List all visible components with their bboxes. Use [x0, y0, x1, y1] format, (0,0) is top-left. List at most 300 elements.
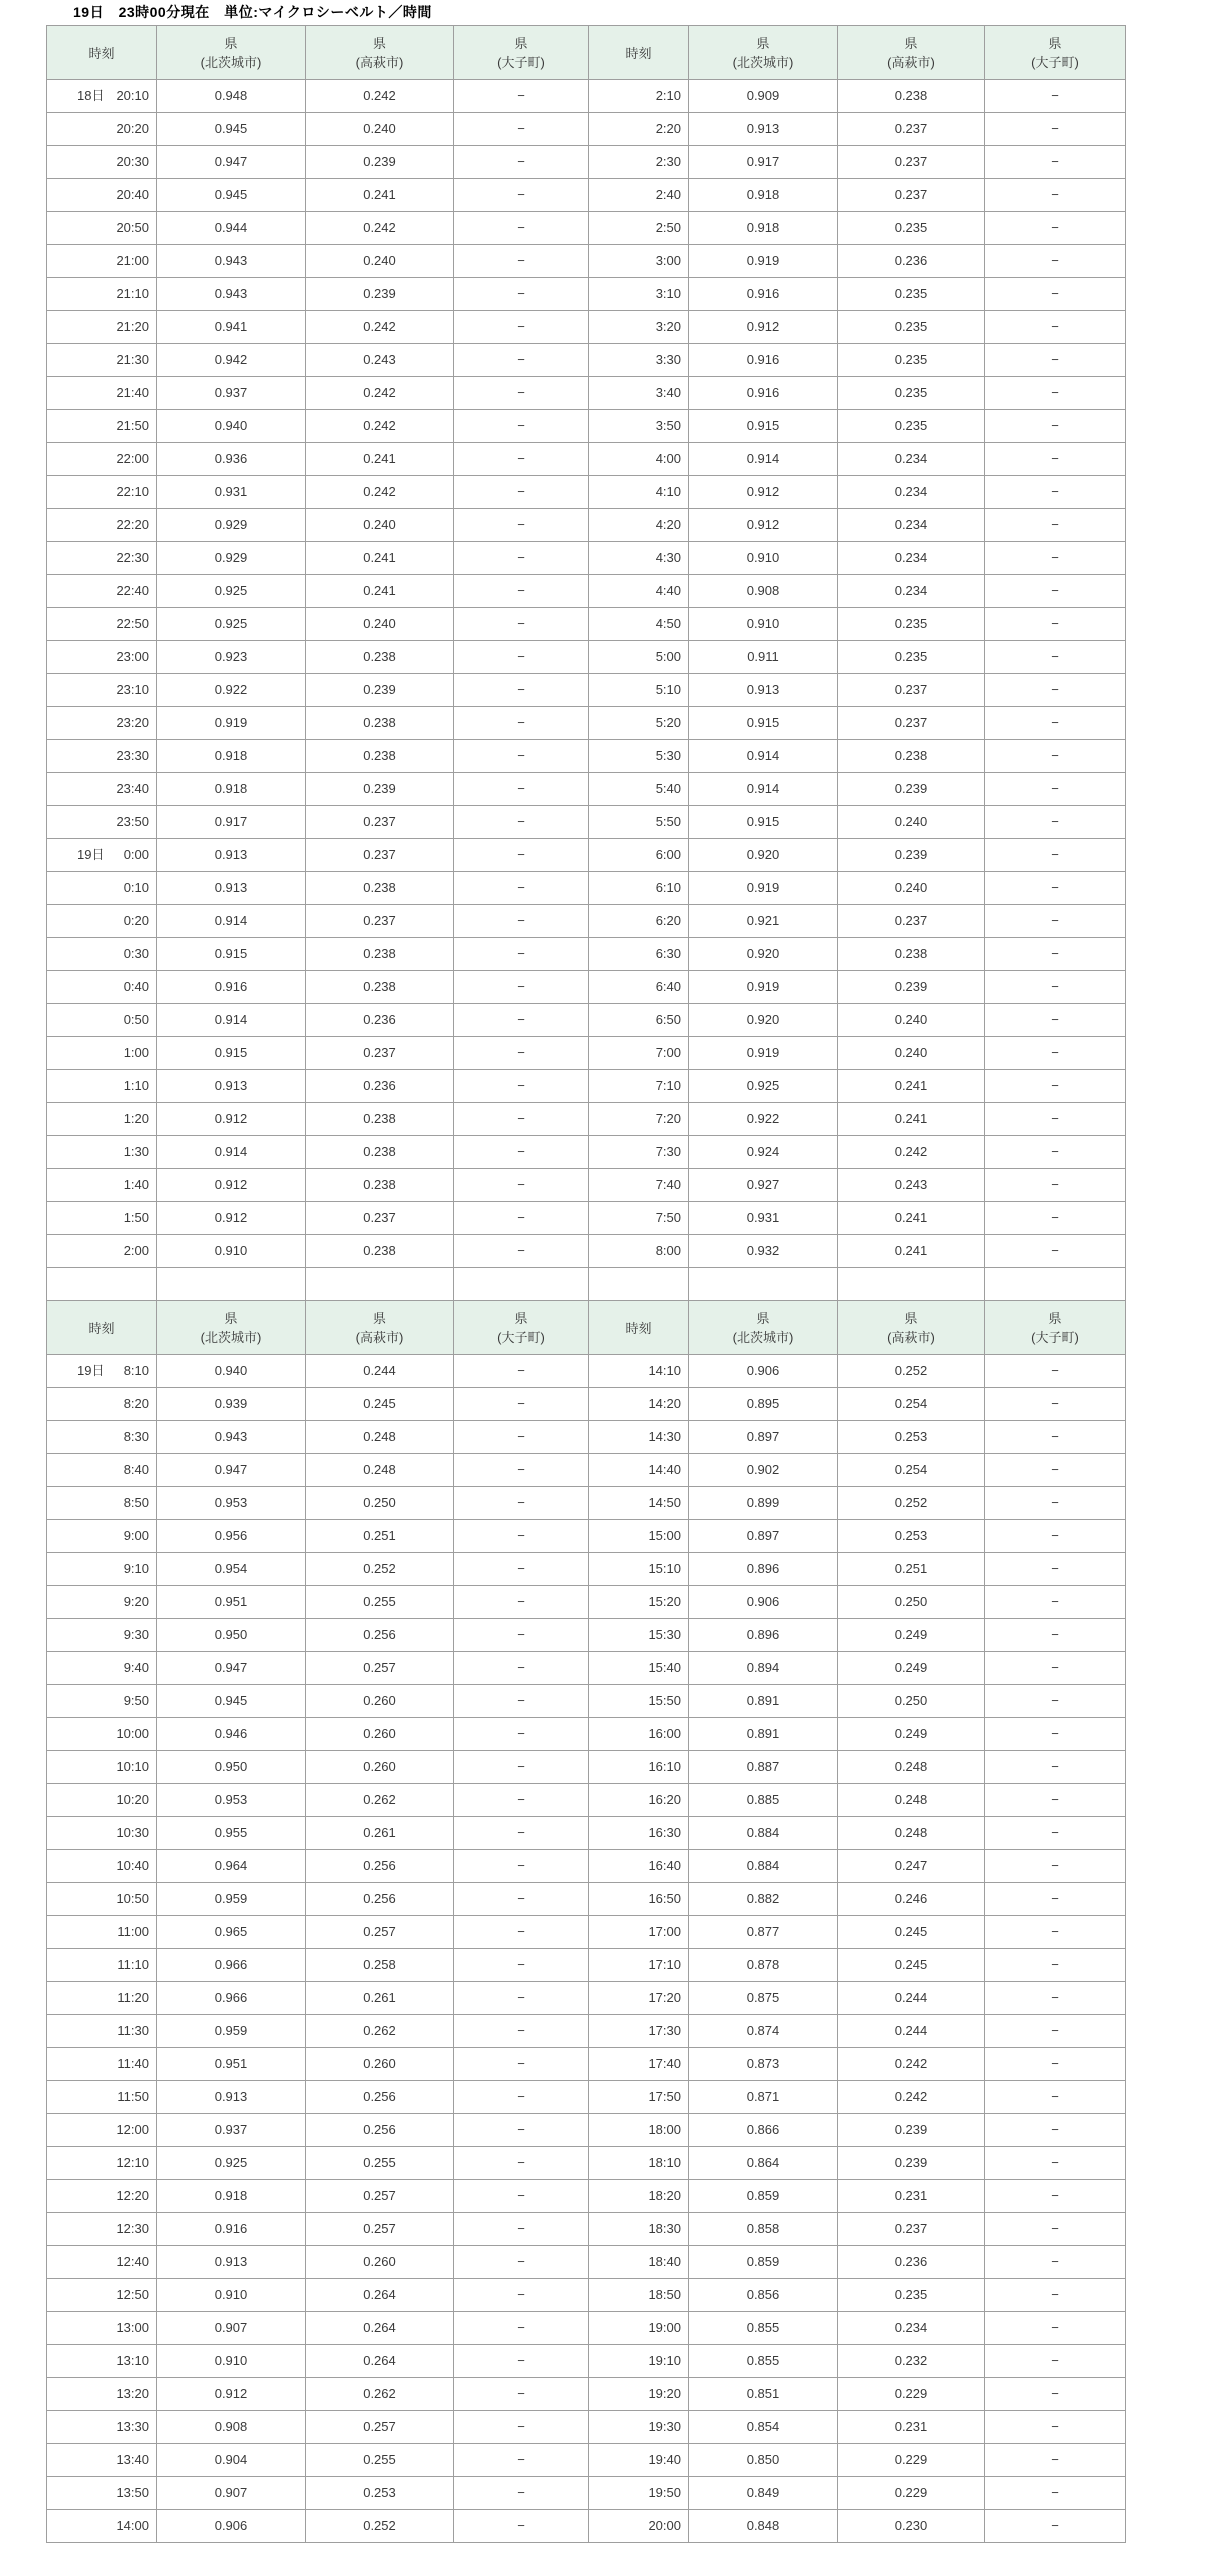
data-row [47, 806, 1126, 839]
column-header-station [157, 1301, 306, 1355]
time-label: 20:40 [116, 187, 149, 202]
no-data-cell: − [985, 1070, 1126, 1103]
data-row [47, 1718, 1126, 1751]
dose-value-cell: 0.848 [689, 2510, 838, 2543]
time-label: 16:30 [648, 1825, 681, 1840]
no-data-cell: − [985, 179, 1126, 212]
column-header-time: 時刻 [47, 1301, 157, 1355]
dose-value-cell: 0.914 [689, 740, 838, 773]
dose-value-cell: 0.871 [689, 2081, 838, 2114]
time-label: 3:10 [655, 286, 681, 301]
time-cell [47, 344, 157, 377]
dose-value-cell: 0.234 [838, 476, 985, 509]
dose-value-cell: 0.925 [157, 608, 306, 641]
time-label: 2:20 [655, 121, 681, 136]
dose-value-cell: 0.945 [157, 179, 306, 212]
time-cell [589, 2213, 689, 2246]
time-cell [589, 1388, 689, 1421]
time-label: 5:20 [655, 715, 681, 730]
time-label: 6:10 [655, 880, 681, 895]
time-label: 6:50 [655, 1012, 681, 1027]
time-label: 7:30 [655, 1144, 681, 1159]
dose-value-cell: 0.911 [689, 641, 838, 674]
dose-value-cell: 0.257 [306, 2213, 454, 2246]
dose-value-cell: 0.264 [306, 2279, 454, 2312]
data-row [47, 1355, 1126, 1388]
time-label: 13:00 [116, 2320, 149, 2335]
time-cell [47, 740, 157, 773]
dose-value-cell: 0.916 [157, 2213, 306, 2246]
time-label: 8:50 [123, 1495, 149, 1510]
dose-value-cell: 0.940 [157, 410, 306, 443]
dose-value-cell: 0.253 [838, 1520, 985, 1553]
dose-value-cell: 0.258 [306, 1949, 454, 1982]
dose-value-cell: 0.237 [306, 806, 454, 839]
time-cell [589, 1037, 689, 1070]
no-data-cell: − [985, 2180, 1126, 2213]
time-cell [47, 641, 157, 674]
time-label: 12:30 [116, 2221, 149, 2236]
time-label: 20:30 [116, 154, 149, 169]
time-cell [47, 2147, 157, 2180]
dose-value-cell: 0.912 [157, 1103, 306, 1136]
time-cell [47, 1487, 157, 1520]
dose-value-cell: 0.242 [306, 377, 454, 410]
no-data-cell: − [985, 146, 1126, 179]
data-row [47, 1202, 1126, 1235]
dose-value-cell: 0.919 [689, 245, 838, 278]
no-data-cell: − [985, 1685, 1126, 1718]
time-label: 1:40 [123, 1177, 149, 1192]
time-cell [589, 509, 689, 542]
time-label: 15:10 [648, 1561, 681, 1576]
time-label: 12:20 [116, 2188, 149, 2203]
dose-value-cell: 0.943 [157, 245, 306, 278]
no-data-cell: − [985, 1850, 1126, 1883]
dose-value-cell: 0.242 [306, 80, 454, 113]
station-location-label: (大子町) [1031, 54, 1079, 70]
time-cell [589, 311, 689, 344]
dose-value-cell: 0.242 [838, 1136, 985, 1169]
no-data-cell: − [985, 1520, 1126, 1553]
time-label: 8:20 [123, 1396, 149, 1411]
no-data-cell: − [454, 1169, 589, 1202]
time-cell [589, 2477, 689, 2510]
column-header-station [157, 26, 306, 80]
no-data-cell: − [454, 146, 589, 179]
time-cell [47, 410, 157, 443]
dose-value-cell: 0.238 [306, 1103, 454, 1136]
time-cell [589, 1751, 689, 1784]
time-label: 11:30 [117, 2023, 149, 2038]
column-header-station [689, 26, 838, 80]
time-cell [47, 1004, 157, 1037]
time-cell [47, 1103, 157, 1136]
no-data-cell: − [454, 1586, 589, 1619]
data-row [47, 2180, 1126, 2213]
dose-value-cell: 0.912 [689, 509, 838, 542]
no-data-cell: − [985, 2147, 1126, 2180]
dose-value-cell: 0.939 [157, 1388, 306, 1421]
dose-value-cell: 0.912 [157, 1202, 306, 1235]
dose-value-cell: 0.247 [838, 1850, 985, 1883]
time-cell [589, 971, 689, 1004]
radiation-dose-table-day [46, 1300, 1126, 2543]
data-row [47, 2411, 1126, 2444]
time-label: 16:50 [648, 1891, 681, 1906]
dose-value-cell: 0.906 [689, 1586, 838, 1619]
time-cell [47, 1037, 157, 1070]
data-row [47, 1751, 1126, 1784]
dose-value-cell: 0.920 [689, 839, 838, 872]
dose-value-cell: 0.240 [838, 806, 985, 839]
time-label: 19:10 [648, 2353, 681, 2368]
data-row [47, 377, 1126, 410]
time-label: 18:40 [648, 2254, 681, 2269]
dose-value-cell: 0.916 [689, 278, 838, 311]
column-header-station [985, 1301, 1126, 1355]
data-row [47, 2477, 1126, 2510]
no-data-cell: − [985, 872, 1126, 905]
no-data-cell: − [454, 773, 589, 806]
no-data-cell: − [985, 542, 1126, 575]
dose-value-cell: 0.239 [838, 839, 985, 872]
time-label: 18:10 [648, 2155, 681, 2170]
dose-value-cell: 0.250 [838, 1586, 985, 1619]
time-label: 5:40 [655, 781, 681, 796]
time-cell [47, 509, 157, 542]
dose-value-cell: 0.236 [838, 2246, 985, 2279]
dose-value-cell: 0.943 [157, 278, 306, 311]
empty-cell [454, 1268, 589, 1301]
time-cell [47, 2015, 157, 2048]
column-header-station [985, 26, 1126, 80]
dose-value-cell: 0.877 [689, 1916, 838, 1949]
time-label: 0:40 [123, 979, 149, 994]
dose-value-cell: 0.238 [306, 938, 454, 971]
time-label: 19:00 [648, 2320, 681, 2335]
data-row [47, 1136, 1126, 1169]
dose-value-cell: 0.904 [157, 2444, 306, 2477]
dose-value-cell: 0.243 [306, 344, 454, 377]
time-label: 8:40 [123, 1462, 149, 1477]
time-cell [589, 1685, 689, 1718]
data-row [47, 641, 1126, 674]
no-data-cell: − [454, 542, 589, 575]
time-cell [589, 1004, 689, 1037]
no-data-cell: − [985, 1037, 1126, 1070]
dose-value-cell: 0.910 [689, 608, 838, 641]
dose-value-cell: 0.238 [838, 80, 985, 113]
time-label: 13:50 [116, 2485, 149, 2500]
no-data-cell: − [985, 2345, 1126, 2378]
time-label: 15:30 [648, 1627, 681, 1642]
dose-value-cell: 0.256 [306, 2114, 454, 2147]
no-data-cell: − [454, 608, 589, 641]
time-label: 22:40 [116, 583, 149, 598]
time-label: 22:00 [116, 451, 149, 466]
dose-value-cell: 0.242 [838, 2048, 985, 2081]
dose-value-cell: 0.918 [689, 212, 838, 245]
dose-value-cell: 0.950 [157, 1619, 306, 1652]
dose-value-cell: 0.237 [838, 707, 985, 740]
dose-value-cell: 0.916 [689, 377, 838, 410]
no-data-cell: − [985, 1169, 1126, 1202]
dose-value-cell: 0.891 [689, 1718, 838, 1751]
time-cell [589, 773, 689, 806]
time-cell [47, 1619, 157, 1652]
time-cell [589, 740, 689, 773]
no-data-cell: − [985, 377, 1126, 410]
dose-value-cell: 0.919 [689, 971, 838, 1004]
dose-value-cell: 0.237 [838, 113, 985, 146]
time-cell [47, 1202, 157, 1235]
data-row [47, 542, 1126, 575]
time-label: 2:10 [655, 88, 681, 103]
dose-value-cell: 0.912 [689, 311, 838, 344]
dose-value-cell: 0.954 [157, 1553, 306, 1586]
dose-value-cell: 0.235 [838, 2279, 985, 2312]
time-label: 6:20 [655, 913, 681, 928]
time-cell [589, 938, 689, 971]
data-row [47, 509, 1126, 542]
time-label: 15:40 [648, 1660, 681, 1675]
time-cell [47, 938, 157, 971]
dose-value-cell: 0.951 [157, 2048, 306, 2081]
table-body [47, 1355, 1126, 2543]
dose-value-cell: 0.875 [689, 1982, 838, 2015]
time-label: 5:00 [655, 649, 681, 664]
no-data-cell: − [454, 2015, 589, 2048]
dose-value-cell: 0.878 [689, 1949, 838, 1982]
time-cell [47, 2114, 157, 2147]
time-cell [589, 2312, 689, 2345]
dose-value-cell: 0.240 [306, 509, 454, 542]
dose-value-cell: 0.240 [838, 1037, 985, 1070]
no-data-cell: − [985, 1586, 1126, 1619]
time-label: 16:10 [648, 1759, 681, 1774]
time-label: 8:10 [123, 1363, 149, 1378]
data-row [47, 2081, 1126, 2114]
time-cell [47, 1850, 157, 1883]
no-data-cell: − [454, 1751, 589, 1784]
time-cell [589, 245, 689, 278]
dose-value-cell: 0.260 [306, 2048, 454, 2081]
no-data-cell: − [454, 344, 589, 377]
dose-value-cell: 0.929 [157, 542, 306, 575]
radiation-dose-table-night [46, 25, 1126, 1301]
dose-value-cell: 0.248 [306, 1421, 454, 1454]
time-cell [47, 2411, 157, 2444]
dose-value-cell: 0.237 [838, 674, 985, 707]
time-cell [47, 1586, 157, 1619]
dose-value-cell: 0.238 [306, 1169, 454, 1202]
time-cell [589, 806, 689, 839]
station-location-label: (大子町) [497, 54, 545, 70]
dose-value-cell: 0.231 [838, 2411, 985, 2444]
time-cell [47, 2477, 157, 2510]
time-label: 9:20 [123, 1594, 149, 1609]
dose-value-cell: 0.235 [838, 212, 985, 245]
time-label: 10:10 [116, 1759, 149, 1774]
no-data-cell: − [454, 674, 589, 707]
no-data-cell: − [985, 1202, 1126, 1235]
dose-value-cell: 0.255 [306, 2147, 454, 2180]
time-cell [589, 2246, 689, 2279]
no-data-cell: − [985, 1817, 1126, 1850]
no-data-cell: − [985, 608, 1126, 641]
no-data-cell: − [985, 938, 1126, 971]
no-data-cell: − [454, 1817, 589, 1850]
time-label: 10:30 [116, 1825, 149, 1840]
column-header-station [306, 26, 454, 80]
time-label: 15:50 [648, 1693, 681, 1708]
dose-value-cell: 0.257 [306, 2180, 454, 2213]
no-data-cell: − [454, 1103, 589, 1136]
station-prefecture-label: 県 [224, 35, 238, 51]
time-cell [589, 1454, 689, 1487]
time-cell [589, 2147, 689, 2180]
station-prefecture-label: 県 [756, 1310, 770, 1326]
time-cell [589, 2411, 689, 2444]
time-cell [47, 2246, 157, 2279]
dose-value-cell: 0.246 [838, 1883, 985, 1916]
column-header-time: 時刻 [589, 1301, 689, 1355]
station-prefecture-label: 県 [1048, 35, 1062, 51]
dose-value-cell: 0.915 [157, 938, 306, 971]
time-cell [589, 146, 689, 179]
time-cell [47, 839, 157, 872]
empty-cell [985, 1268, 1126, 1301]
time-cell [47, 1355, 157, 1388]
dose-value-cell: 0.255 [306, 2444, 454, 2477]
dose-value-cell: 0.897 [689, 1520, 838, 1553]
dose-value-cell: 0.906 [157, 2510, 306, 2543]
dose-value-cell: 0.931 [157, 476, 306, 509]
time-label: 9:40 [123, 1660, 149, 1675]
dose-value-cell: 0.947 [157, 146, 306, 179]
time-cell [47, 1421, 157, 1454]
time-cell [47, 1718, 157, 1751]
column-header-time: 時刻 [589, 26, 689, 80]
no-data-cell: − [454, 1136, 589, 1169]
time-label: 10:20 [116, 1792, 149, 1807]
dose-value-cell: 0.238 [306, 1235, 454, 1268]
dose-value-cell: 0.849 [689, 2477, 838, 2510]
no-data-cell: − [454, 1553, 589, 1586]
time-label: 7:50 [655, 1210, 681, 1225]
dose-value-cell: 0.238 [306, 707, 454, 740]
dose-value-cell: 0.912 [157, 2378, 306, 2411]
data-row [47, 1817, 1126, 1850]
dose-value-cell: 0.234 [838, 542, 985, 575]
day-label: 19日 [77, 847, 105, 862]
dose-value-cell: 0.230 [838, 2510, 985, 2543]
data-row [47, 905, 1126, 938]
data-row [47, 2345, 1126, 2378]
no-data-cell: − [985, 2312, 1126, 2345]
time-cell [589, 1169, 689, 1202]
time-label: 23:00 [116, 649, 149, 664]
dose-value-cell: 0.260 [306, 2246, 454, 2279]
time-cell [47, 80, 157, 113]
time-label: 15:20 [648, 1594, 681, 1609]
time-cell [47, 872, 157, 905]
time-label: 9:10 [123, 1561, 149, 1576]
dose-value-cell: 0.919 [157, 707, 306, 740]
time-label: 9:00 [123, 1528, 149, 1543]
dose-value-cell: 0.235 [838, 278, 985, 311]
dose-value-cell: 0.251 [838, 1553, 985, 1586]
time-label: 0:20 [123, 913, 149, 928]
dose-value-cell: 0.241 [306, 575, 454, 608]
dose-value-cell: 0.242 [306, 410, 454, 443]
time-cell [589, 212, 689, 245]
dose-value-cell: 0.873 [689, 2048, 838, 2081]
dose-value-cell: 0.924 [689, 1136, 838, 1169]
dose-value-cell: 0.249 [838, 1718, 985, 1751]
dose-value-cell: 0.959 [157, 1883, 306, 1916]
data-row [47, 278, 1126, 311]
data-row [47, 212, 1126, 245]
dose-value-cell: 0.914 [689, 443, 838, 476]
time-label: 23:40 [116, 781, 149, 796]
time-label: 21:10 [116, 286, 149, 301]
time-cell [589, 2081, 689, 2114]
dose-value-cell: 0.953 [157, 1487, 306, 1520]
dose-value-cell: 0.902 [689, 1454, 838, 1487]
time-label: 4:50 [655, 616, 681, 631]
time-label: 11:40 [117, 2056, 149, 2071]
dose-value-cell: 0.908 [157, 2411, 306, 2444]
dose-value-cell: 0.941 [157, 311, 306, 344]
dose-value-cell: 0.241 [838, 1070, 985, 1103]
data-row [47, 443, 1126, 476]
dose-value-cell: 0.859 [689, 2246, 838, 2279]
time-label: 19:50 [648, 2485, 681, 2500]
no-data-cell: − [454, 113, 589, 146]
no-data-cell: − [985, 2015, 1126, 2048]
dose-value-cell: 0.896 [689, 1553, 838, 1586]
time-cell [47, 575, 157, 608]
dose-value-cell: 0.262 [306, 2015, 454, 2048]
time-cell [589, 2345, 689, 2378]
time-label: 12:00 [116, 2122, 149, 2137]
no-data-cell: − [454, 938, 589, 971]
time-cell [589, 1235, 689, 1268]
data-row [47, 674, 1126, 707]
dose-value-cell: 0.925 [157, 2147, 306, 2180]
dose-value-cell: 0.256 [306, 2081, 454, 2114]
no-data-cell: − [985, 2213, 1126, 2246]
dose-value-cell: 0.250 [306, 1487, 454, 1520]
no-data-cell: − [454, 1949, 589, 1982]
time-cell [589, 1202, 689, 1235]
time-cell [47, 1949, 157, 1982]
dose-value-cell: 0.235 [838, 410, 985, 443]
dose-value-cell: 0.917 [157, 806, 306, 839]
data-row [47, 1685, 1126, 1718]
no-data-cell: − [454, 2411, 589, 2444]
time-cell [47, 608, 157, 641]
time-label: 3:30 [655, 352, 681, 367]
no-data-cell: − [985, 1652, 1126, 1685]
column-header-station [306, 1301, 454, 1355]
dose-value-cell: 0.242 [838, 2081, 985, 2114]
time-label: 12:40 [116, 2254, 149, 2269]
time-label: 14:30 [648, 1429, 681, 1444]
dose-value-cell: 0.910 [157, 2279, 306, 2312]
